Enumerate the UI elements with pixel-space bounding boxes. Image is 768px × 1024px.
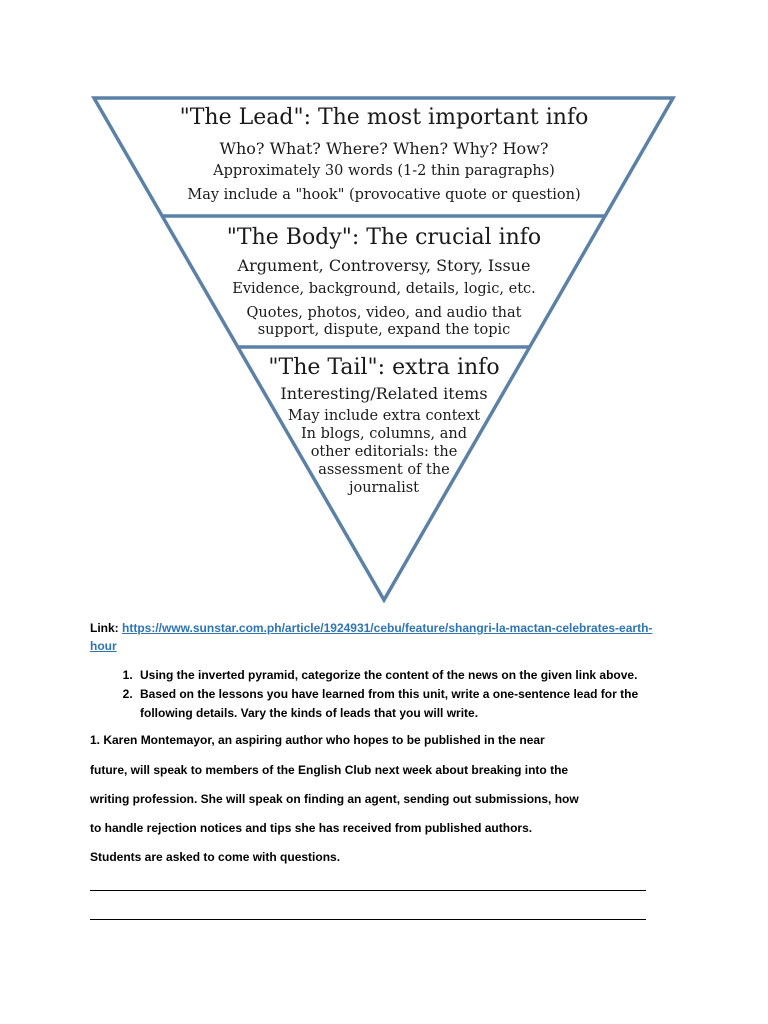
article-link-line-1: https://www.sunstar.com.ph/article/1924931/cebu/feature/shangri-la-mactan-celebrates-earth- bbox=[122, 621, 653, 635]
tail-line-2: May include extra context bbox=[287, 408, 481, 424]
article-link[interactable] bbox=[90, 621, 652, 653]
task-list bbox=[112, 666, 676, 723]
item1-line-1: 1. Karen Montemayor, an aspiring author who hopes to be published in the near bbox=[90, 733, 545, 747]
body-line-3: Quotes, photos, video, and audio that bbox=[246, 305, 522, 321]
body-title: "The Body": The crucial info bbox=[226, 225, 542, 250]
answer-line-2[interactable] bbox=[90, 919, 646, 920]
answer-line-1[interactable] bbox=[90, 890, 646, 891]
lead-line-3: May include a "hook" (provocative quote or question) bbox=[187, 187, 581, 203]
body-line-1: Argument, Controversy, Story, Issue bbox=[237, 256, 531, 275]
task-item-2: 2. Based on the lessons you have learned from this unit, write a one-sentence lead for the following details. Vary the kinds of leads that you will write. bbox=[136, 685, 676, 723]
tail-title: "The Tail": extra info bbox=[268, 355, 500, 380]
article-link-line-2: hour bbox=[90, 639, 117, 653]
item1-line-3: writing profession. She will speak on finding an agent, sending out submissions, how bbox=[90, 792, 579, 806]
item1-line-4: to handle rejection notices and tips she has received from published authors. bbox=[90, 821, 533, 835]
body-line-2: Evidence, background, details, logic, etc. bbox=[232, 281, 536, 297]
lead-title: "The Lead": The most important info bbox=[179, 105, 589, 130]
article-link-block bbox=[90, 619, 690, 655]
tail-line-4: other editorials: the bbox=[310, 444, 458, 460]
tail-line-5: assessment of the bbox=[318, 462, 450, 478]
item1-line-5: Students are asked to come with questions. bbox=[90, 850, 341, 864]
lead-line-1: Who? What? Where? When? Why? How? bbox=[219, 139, 549, 158]
task-item-1: 1. Using the inverted pyramid, categorize the content of the news on the given link above. bbox=[136, 666, 676, 685]
link-label: Link: bbox=[90, 621, 122, 635]
tail-line-1: Interesting/Related items bbox=[280, 384, 488, 403]
lead-line-2: Approximately 30 words (1-2 thin paragraphs) bbox=[213, 163, 555, 179]
item1-line-2: future, will speak to members of the English Club next week about breaking into the bbox=[90, 763, 569, 777]
tail-line-3: In blogs, columns, and bbox=[300, 426, 468, 442]
tail-line-6: journalist bbox=[348, 480, 420, 496]
body-line-4: support, dispute, expand the topic bbox=[257, 322, 511, 338]
